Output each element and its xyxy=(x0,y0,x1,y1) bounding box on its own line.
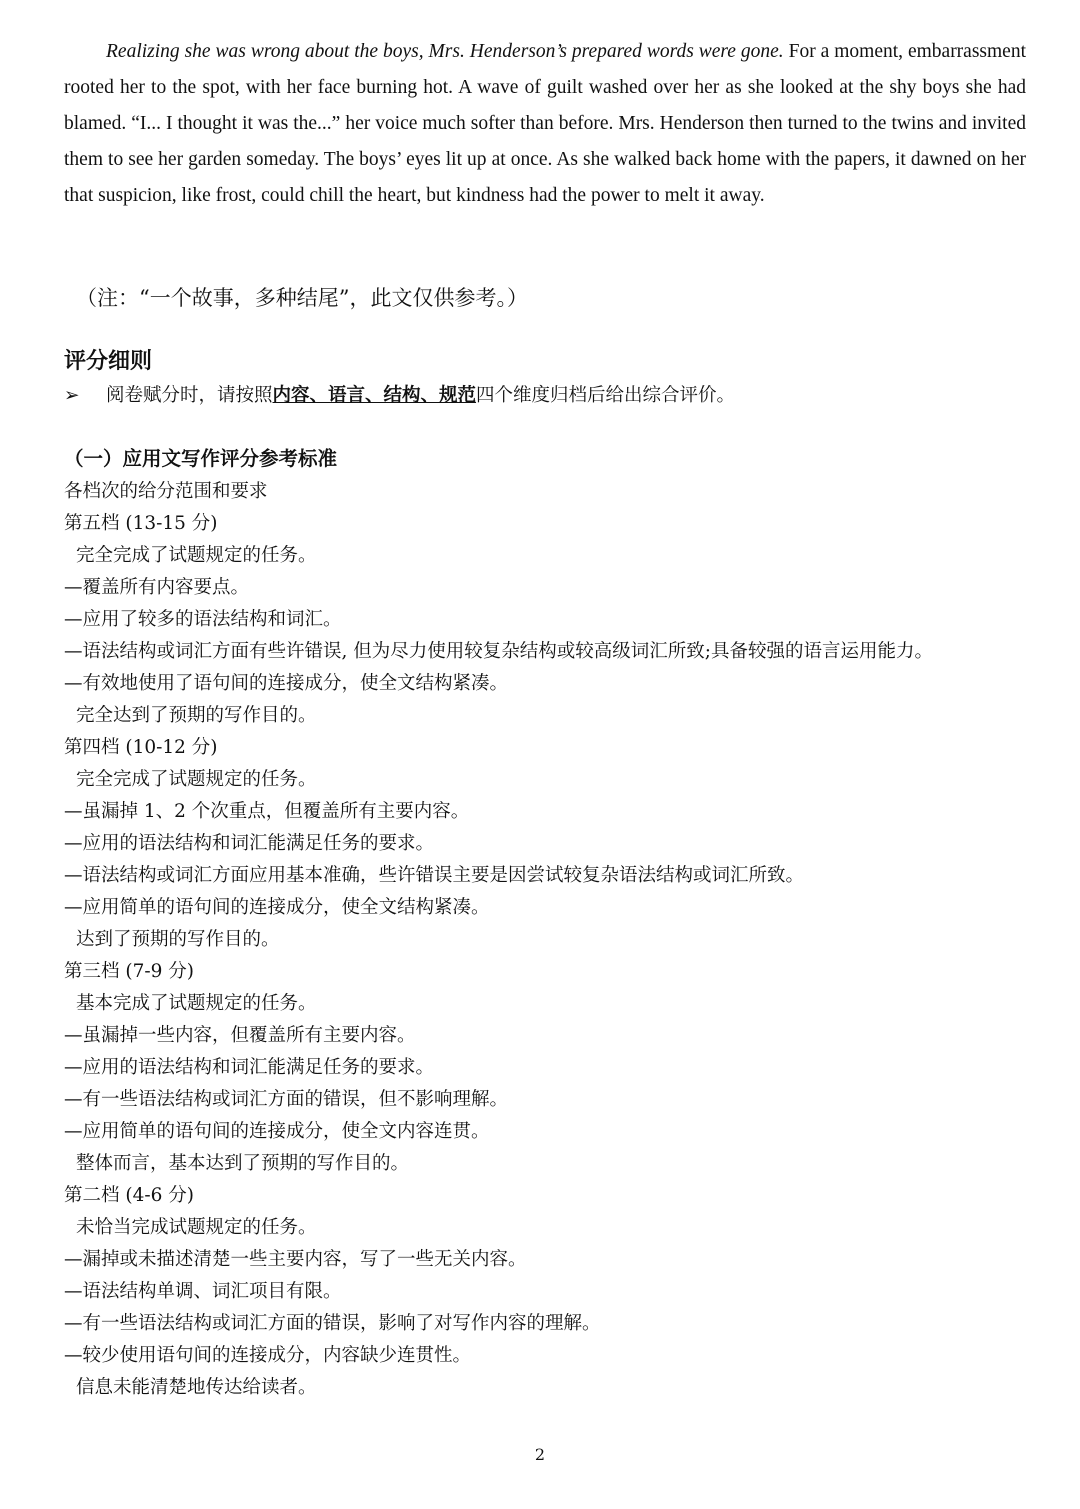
level-summary: 完全完成了试题规定的任务。 xyxy=(76,769,317,790)
level-criterion: —较少使用语句间的连接成分，内容缺少连贯性。 xyxy=(64,1345,472,1366)
instruction-dimensions: 内容、语言、结构、规范 xyxy=(272,385,477,406)
level-criterion: —漏掉或未描述清楚一些主要内容，写了一些无关内容。 xyxy=(64,1249,527,1270)
level-criterion: —有一些语法结构或词汇方面的错误，影响了对写作内容的理解。 xyxy=(64,1313,601,1334)
level-conclusion: 整体而言，基本达到了预期的写作目的。 xyxy=(76,1153,410,1174)
page-number: 2 xyxy=(534,1445,546,1464)
level-conclusion: 信息未能清楚地传达给读者。 xyxy=(76,1377,317,1398)
subsection-title: （一）应用文写作评分参考标准 xyxy=(64,447,338,470)
level-heading: 第五档 (13-15 分) xyxy=(64,513,218,534)
level-heading: 第二档 (4-6 分) xyxy=(64,1185,194,1206)
level-criterion: —应用的语法结构和词汇能满足任务的要求。 xyxy=(64,833,435,854)
rubric-intro: 各档次的给分范围和要求 xyxy=(64,481,268,502)
scoring-instruction xyxy=(64,380,735,412)
essay-paragraph xyxy=(64,34,1026,214)
level-criterion: —语法结构或词汇方面有些许错误, 但为尽力使用较复杂结构或较高级词汇所致;具备较强的语言运用能力。 xyxy=(64,641,933,662)
rubric-levels xyxy=(64,476,1064,1404)
level-summary: 未恰当完成试题规定的任务。 xyxy=(76,1217,317,1238)
reference-note: （注：“一个故事，多种结尾”，此文仅供参考。） xyxy=(76,286,528,310)
essay-lead-sentence: Realizing she was wrong about the boys, Mrs. Henderson’s prepared words were gone. xyxy=(106,41,784,62)
level-criterion: —语法结构或词汇方面应用基本准确，些许错误主要是因尝试较复杂语法结构或词汇所致。 xyxy=(64,865,805,886)
level-criterion: —有一些语法结构或词汇方面的错误，但不影响理解。 xyxy=(64,1089,509,1110)
arrow-bullet-icon: ➢ xyxy=(64,385,80,406)
level-conclusion: 完全达到了预期的写作目的。 xyxy=(76,705,317,726)
level-criterion: —应用简单的语句间的连接成分，使全文结构紧凑。 xyxy=(64,897,490,918)
level-conclusion: 达到了预期的写作目的。 xyxy=(76,929,280,950)
level-heading: 第三档 (7-9 分) xyxy=(64,961,194,982)
level-criterion: —覆盖所有内容要点。 xyxy=(64,577,250,598)
scoring-section-title: 评分细则 xyxy=(64,348,153,374)
level-criterion: —有效地使用了语句间的连接成分，使全文结构紧凑。 xyxy=(64,673,509,694)
level-criterion: —应用了较多的语法结构和词汇。 xyxy=(64,609,342,630)
instruction-text-before: 阅卷赋分时，请按照 xyxy=(106,385,273,406)
level-heading: 第四档 (10-12 分) xyxy=(64,737,218,758)
essay-body-text: For a moment, embarrassment rooted her to the spot, with her face burning hot. A wave of guilt washed over her as she looked at the shy boys she had blamed. “I... I thought it was the...” her voice much softer than before. Mrs. Henderson then turned to the twins and invited them to see her garden someday. The boys’ eyes lit up at once. As she walked back home with the papers, it dawned on her that suspicion, like frost, could chill the heart, but kindness had the power to melt it away. xyxy=(64,41,1026,206)
level-criterion: —虽漏掉 1、2 个次重点，但覆盖所有主要内容。 xyxy=(64,801,470,822)
level-criterion: —虽漏掉一些内容，但覆盖所有主要内容。 xyxy=(64,1025,416,1046)
level-summary: 完全完成了试题规定的任务。 xyxy=(76,545,317,566)
level-criterion: —应用的语法结构和词汇能满足任务的要求。 xyxy=(64,1057,435,1078)
instruction-text-after: 四个维度归档后给出综合评价。 xyxy=(476,385,736,406)
level-summary: 基本完成了试题规定的任务。 xyxy=(76,993,317,1014)
level-criterion: —语法结构单调、词汇项目有限。 xyxy=(64,1281,342,1302)
level-criterion: —应用简单的语句间的连接成分，使全文内容连贯。 xyxy=(64,1121,490,1142)
